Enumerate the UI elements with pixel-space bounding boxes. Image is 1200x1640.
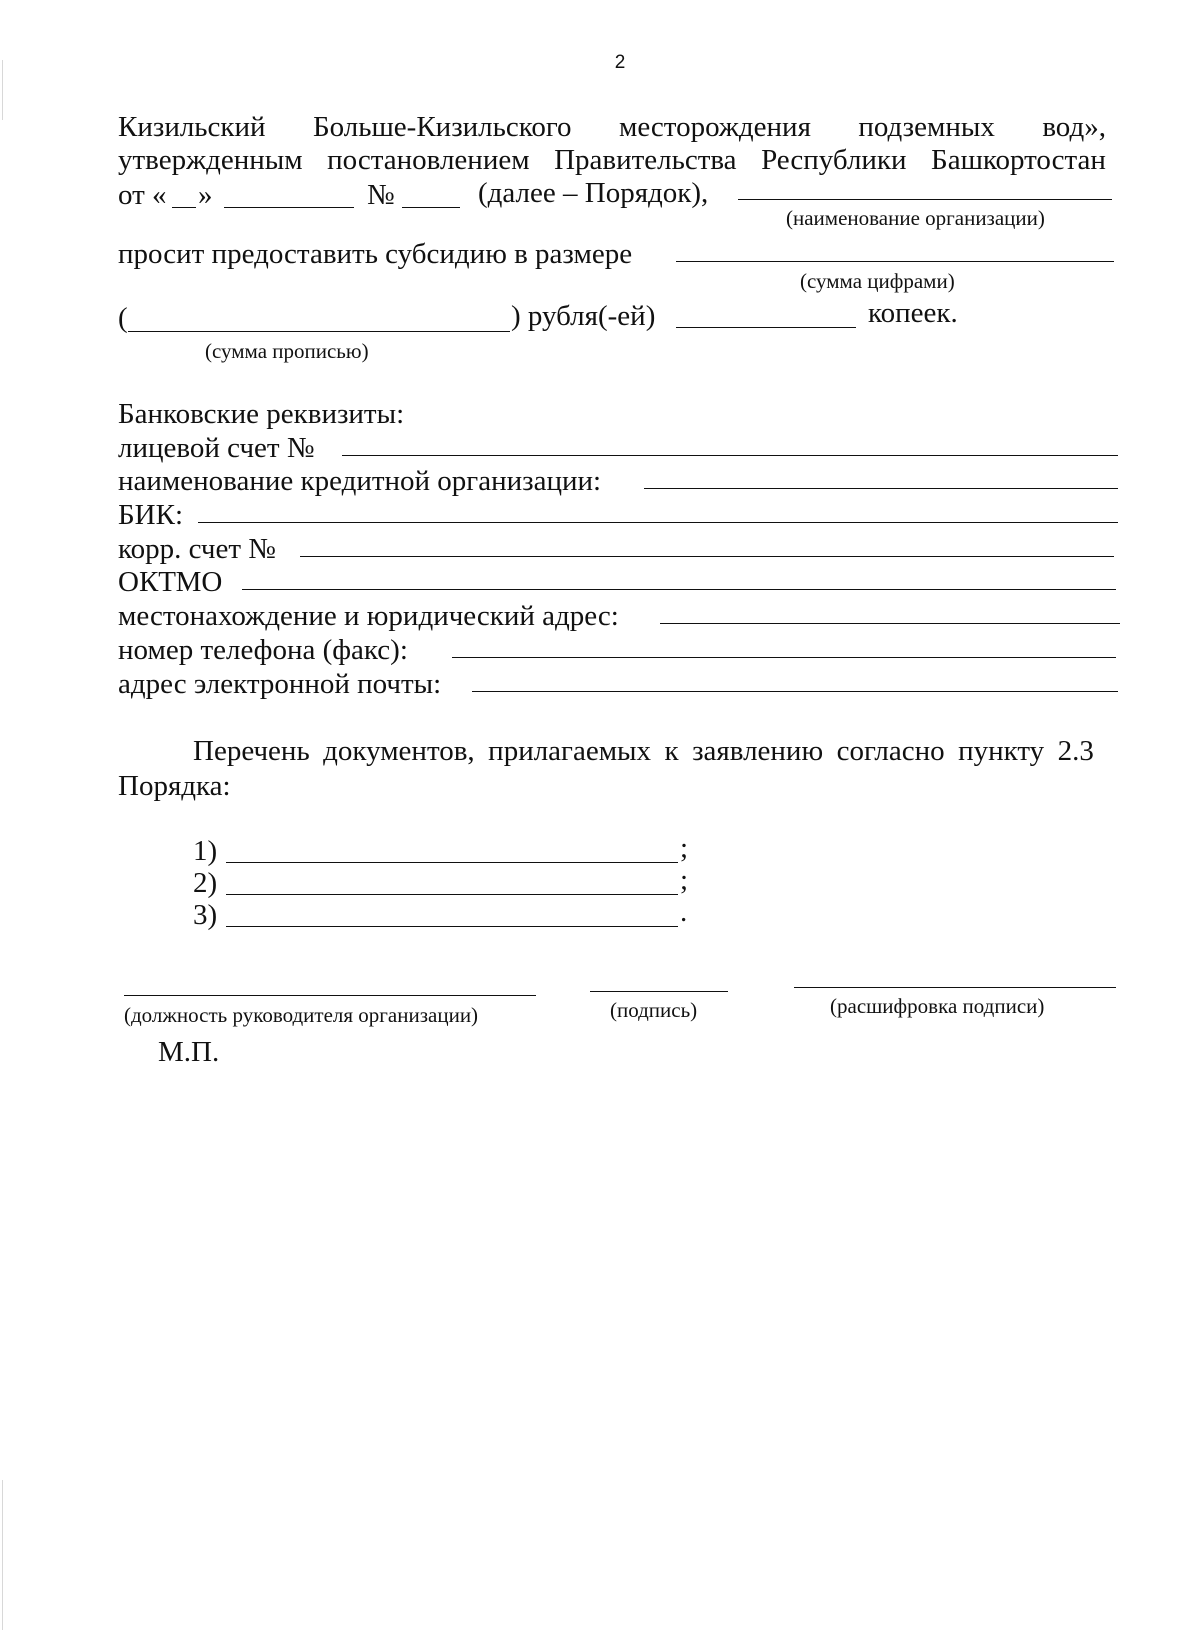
document-item-number: 1) [193,835,218,867]
documents-intro-line-1 [193,737,1094,766]
document-item-field[interactable] [226,862,678,863]
documents-word: прилагаемых [488,735,652,767]
account-number-field[interactable] [342,455,1118,456]
intro-word: Башкортостан [931,144,1106,176]
position-field[interactable] [124,995,536,996]
documents-intro-line-2: Порядка: [118,770,231,802]
intro-word: Кизильский [118,111,266,143]
intro-word: утвержденным [118,144,303,176]
field-label-corr-account: корр. счет № [118,533,276,565]
rubles-text: ) рубля(-ей) [511,300,656,332]
document-item-end: ; [680,864,689,896]
documents-word: к [664,735,679,767]
intro-line-2 [118,146,1106,175]
intro-word: Правительства [554,144,737,176]
scan-edge-mark [2,1480,3,1630]
documents-word: пункту [958,735,1045,767]
documents-word: документов, [323,735,475,767]
field-label-oktmo: ОКТМО [118,566,223,598]
kopecks-text: копеек. [868,297,958,329]
document-item-field[interactable] [226,926,678,927]
intro-word: Больше-Кизильского [313,111,572,143]
legal-address-field[interactable] [660,623,1120,624]
documents-word: заявлению [692,735,824,767]
intro-word: постановлением [327,144,530,176]
document-item-end: ; [680,832,689,864]
amount-digits-caption: (сумма цифрами) [800,269,955,293]
intro-word: месторождения [618,111,811,143]
document-item-end: . [680,896,688,928]
position-caption: (должность руководителя организации) [124,1003,479,1027]
intro-word: Республики [761,144,907,176]
documents-word: согласно [836,735,945,767]
date-quote-close: » [198,179,213,211]
number-sign: № [367,179,395,211]
amount-words-caption: (сумма прописью) [205,339,369,363]
bank-details-heading: Банковские реквизиты: [118,398,405,430]
documents-word: 2.3 [1057,735,1094,767]
field-label-bik: БИК: [118,499,183,531]
resolution-number-field[interactable] [402,207,460,208]
phone-fax-field[interactable] [452,657,1116,658]
intro-word: подземных [858,111,995,143]
document-item-number: 2) [193,867,218,899]
field-label-account: лицевой счет № [118,432,315,464]
document-item-field[interactable] [226,894,678,895]
bik-field[interactable] [198,522,1118,523]
open-paren: ( [118,302,128,334]
amount-digits-field[interactable] [676,261,1114,262]
organization-name-field[interactable] [738,199,1112,200]
bank-name-field[interactable] [644,488,1118,489]
field-label-address: местонахождение и юридический адрес: [118,600,619,632]
documents-word: Перечень [193,735,310,767]
subsidy-request-text: просит предоставить субсидию в размере [118,238,633,270]
signature-field[interactable] [590,991,728,992]
amount-words-field[interactable] [128,331,510,332]
field-label-email: адрес электронной почты: [118,668,442,700]
signature-decoding-field[interactable] [794,987,1116,988]
field-label-phone: номер телефона (факс): [118,634,408,666]
kopecks-field[interactable] [676,327,856,328]
intro-line-1 [118,113,1106,142]
organization-name-caption: (наименование организации) [786,206,1045,230]
email-field[interactable] [472,691,1118,692]
document-item-number: 3) [193,899,218,931]
corr-account-field[interactable] [300,556,1114,557]
stamp-place: М.П. [158,1036,220,1068]
intro-word: вод», [1042,111,1106,143]
signature-decoding-caption: (расшифровка подписи) [830,994,1045,1018]
date-month-field[interactable] [224,207,354,208]
date-day-field[interactable] [172,207,196,208]
page-number: 2 [614,52,626,73]
field-label-bank-name: наименование кредитной организации: [118,465,602,497]
date-prefix: от « [118,179,167,211]
oktmo-field[interactable] [242,589,1116,590]
signature-caption: (подпись) [610,998,698,1022]
hereinafter-text: (далее – Порядок), [478,177,709,209]
